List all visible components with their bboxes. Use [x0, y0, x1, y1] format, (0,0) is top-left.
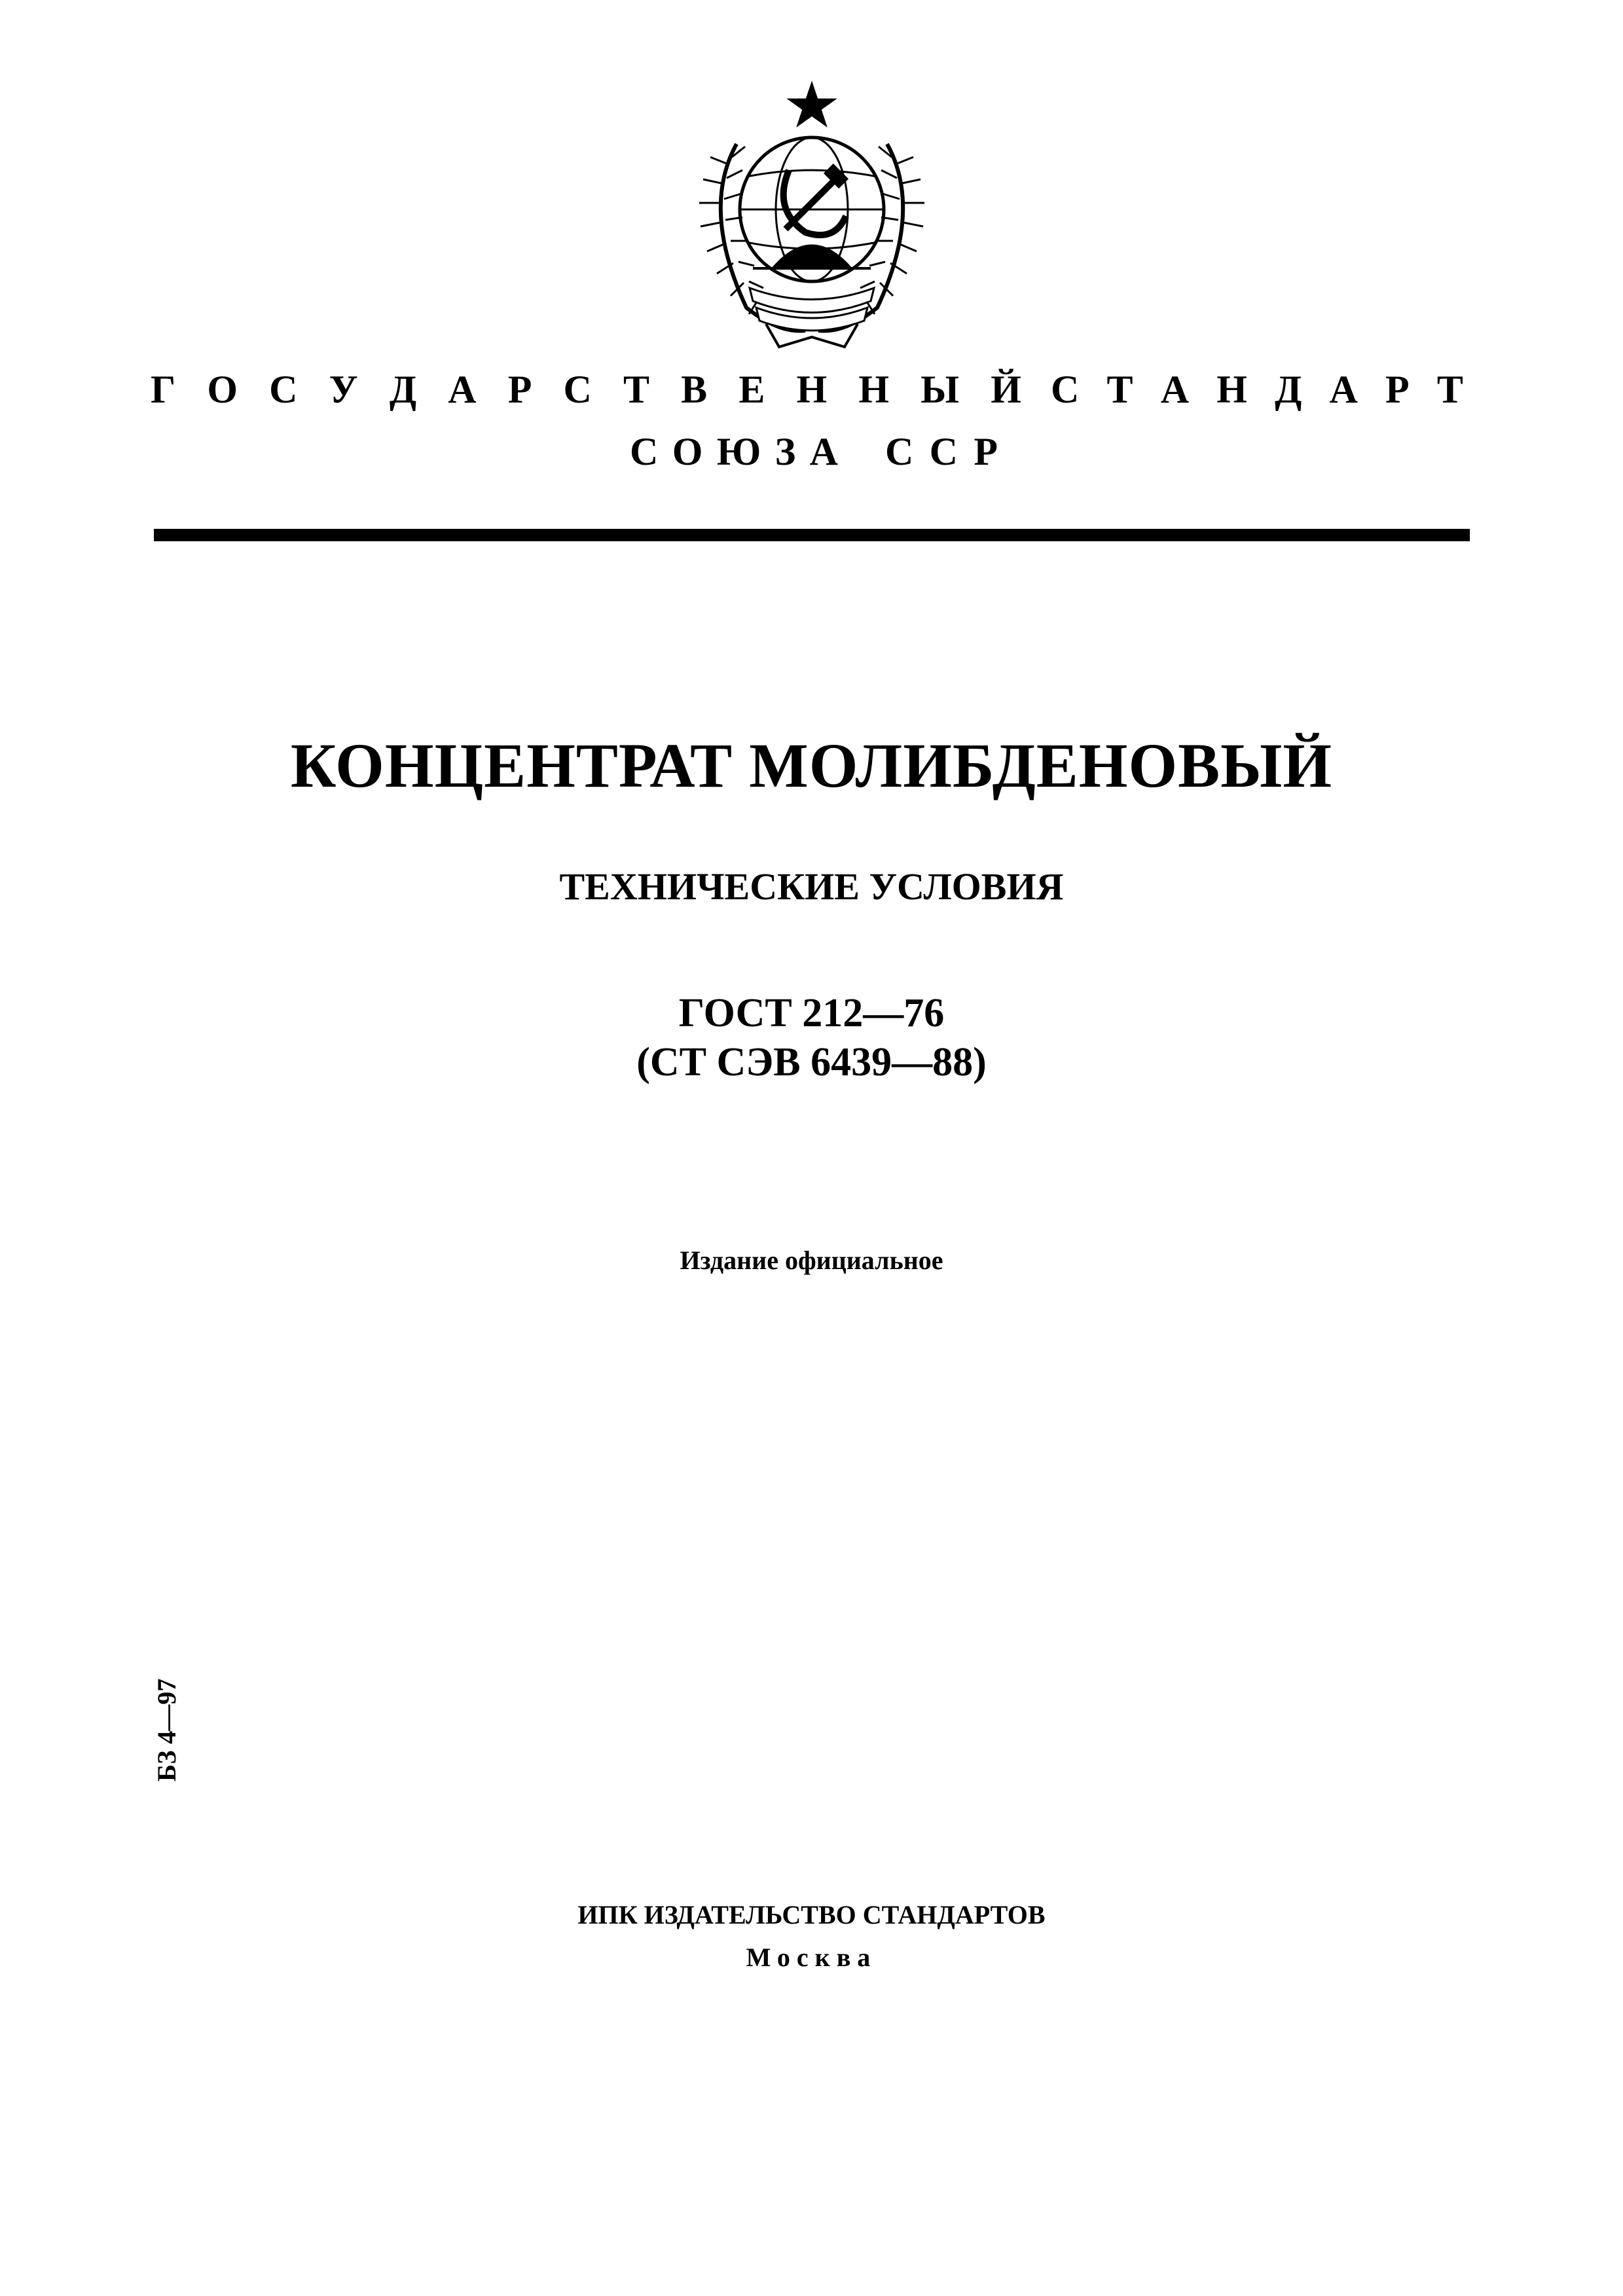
publisher-city: Москва — [746, 1943, 877, 1972]
ussr-state-emblem-icon — [674, 72, 949, 360]
header-letter: Й — [991, 368, 1021, 411]
header-letter: Р — [507, 368, 532, 411]
header-letter: Е — [739, 368, 765, 411]
header-letter: З — [775, 430, 796, 473]
header-divider — [154, 529, 1470, 541]
header-letter: А — [1329, 368, 1358, 411]
header-letter: Н — [858, 368, 889, 411]
side-code: БЗ 4—97 — [152, 1678, 181, 1782]
header-letter: О — [207, 368, 238, 411]
header-word-standart — [1051, 363, 1463, 416]
header-letter: Г — [151, 368, 176, 411]
header-letter: О — [672, 430, 703, 473]
header-letter: Ы — [921, 368, 960, 411]
header-letter: Т — [1436, 368, 1463, 411]
header-letter: А — [448, 368, 477, 411]
header-letter: В — [681, 368, 708, 411]
header-letter: Р — [974, 430, 998, 473]
header-letter: С — [563, 368, 592, 411]
document-subtitle: ТЕХНИЧЕСКИЕ УСЛОВИЯ — [559, 865, 1064, 908]
edition-label: Издание официальное — [680, 1246, 943, 1275]
header-word-soyuza — [630, 425, 838, 478]
sev-number: (СТ СЭВ 6439—88) — [636, 1040, 987, 1085]
header-letter: Т — [623, 368, 650, 411]
header-letter: Д — [389, 368, 417, 411]
header-letter: Т — [1106, 368, 1133, 411]
header-letter: А — [809, 430, 838, 473]
document-title: КОНЦЕНТРАТ МОЛИБДЕНОВЫЙ — [290, 730, 1333, 800]
header-word-gosudarstvenny — [151, 363, 1021, 416]
header-letter: Д — [1275, 368, 1302, 411]
header-letter: С — [630, 430, 659, 473]
header-letter: У — [329, 368, 358, 411]
header-letter: С — [269, 368, 298, 411]
header-letter: Н — [796, 368, 828, 411]
header-letter: С — [885, 430, 914, 473]
header-word-ssr — [885, 425, 998, 478]
header-letter: Р — [1385, 368, 1410, 411]
header-letter: Ю — [716, 430, 761, 473]
header-letter: А — [1160, 368, 1190, 411]
publisher: ИПК ИЗДАТЕЛЬСТВО СТАНДАРТОВ — [577, 1900, 1046, 1929]
gost-number: ГОСТ 212—76 — [678, 991, 945, 1035]
header-letter: Н — [1216, 368, 1247, 411]
header-letter: С — [929, 430, 958, 473]
header-letter: С — [1051, 368, 1080, 411]
